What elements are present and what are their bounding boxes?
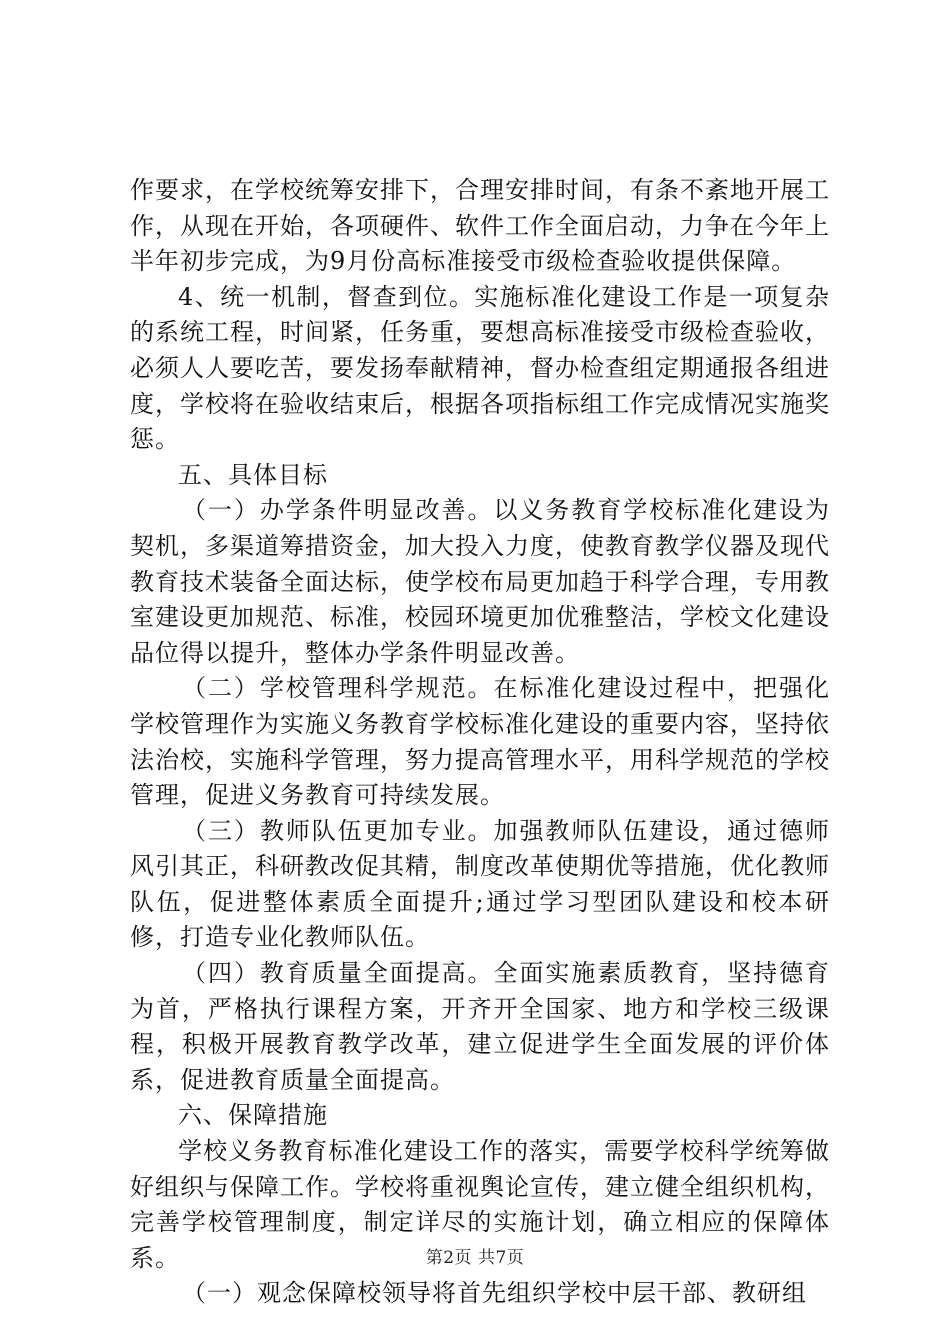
document-body — [130, 173, 830, 1312]
paragraph-goal-4: （四）教育质量全面提高。全面实施素质教育，坚持德育为首，严格执行课程方案，开齐开全国家、地方和学校三级课程，积极开展教育教学改革，建立促进学生全面发展的评价体系，促进教育质量全面提高。 — [130, 959, 830, 1094]
paragraph-measure-1: （一）观念保障校领导将首先组织学校中层干部、教研组 — [182, 1279, 807, 1308]
paragraph-goal-3: （三）教师队伍更加专业。加强教师队伍建设，通过德师风引其正，科研教改促其精，制度改革使期优等措施，优化教师队伍，促进整体素质全面提升;通过学习型团队建设和校本研修，打造专业化教师队伍。 — [130, 816, 830, 952]
paragraph-goal-2: （二）学校管理科学规范。在标准化建设过程中，把强化学校管理作为实施义务教育学校标准化建设的重要内容，坚持依法治校，实施科学管理，努力提高管理水平，用科学规范的学校管理，促进义务教育可持续发展。 — [130, 674, 830, 810]
section-heading-goals: 五、具体目标 — [178, 460, 328, 489]
paragraph-continuation: 作要求，在学校统筹安排下，合理安排时间，有条不紊地开展工作，从现在开始，各项硬件、软件工作全面启动，力争在今年上半年初步完成，为9月份高标准接受市级检查验收提供保障。 — [130, 176, 830, 276]
paragraph-goal-1: （一）办学条件明显改善。以义务教育学校标准化建设为契机，多渠道筹措资金，加大投入力度，使教育教学仪器及现代教育技术装备全面达标，使学校布局更加趋于科学合理，专用教室建设更加规范、标准，校园环境更加优雅整洁，学校文化建设品位得以提升，整体办学条件明显改善。 — [130, 496, 830, 667]
paragraph-measures-intro: 学校义务教育标准化建设工作的落实，需要学校科学统筹做好组织与保障工作。学校将重视舆论宣传，建立健全组织机构，完善学校管理制度，制定详尽的实施计划，确立相应的保障体系。 — [130, 1137, 830, 1272]
paragraph-item-4: 4、统一机制，督查到位。实施标准化建设工作是一项复杂的系统工程，时间紧，任务重，要想高标准接受市级检查验收，必须人人要吃苦，要发扬奉献精神，督办检查组定期通报各组进度，学校将在验收结束后，根据各项指标组工作完成情况实施奖惩。 — [130, 282, 830, 454]
section-heading-measures: 六、保障措施 — [178, 1101, 328, 1130]
page-number-footer: 第2页 共7页 — [425, 1248, 525, 1268]
